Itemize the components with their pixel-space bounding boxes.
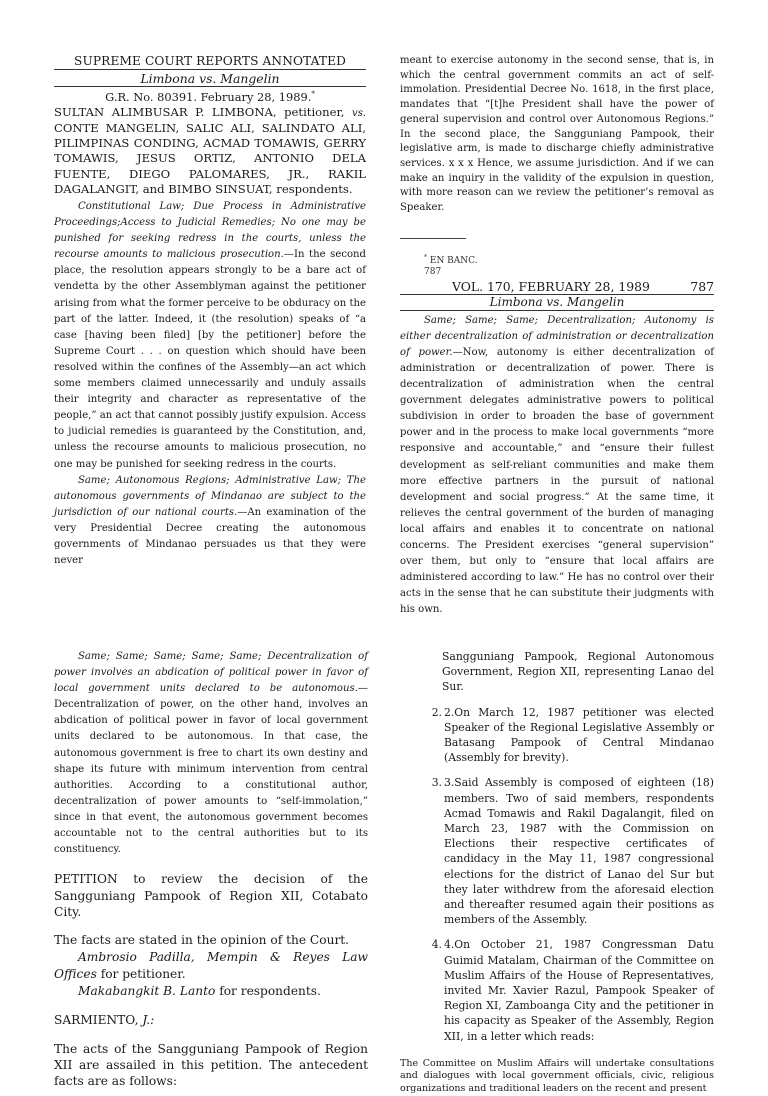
syllabus-body: —An examination of the very Presidential Decree creating the autonomous governments of Mindanao persuades us that they were never xyxy=(54,506,366,567)
gr-number: G.R. No. 80391. February 28, 1989.* xyxy=(105,89,315,104)
syllabus-head: Constitutional Law; Due Process in Administrative Proceedings;Access to Judicial Remedies; No one may be punished for seeking redress in the courts, unless the recourse amounts to malicious prosecution. xyxy=(54,201,366,261)
list-item xyxy=(400,937,714,1043)
petition-text: PETITION to review the decision of the Sangguniang Pampook of Region XII, Cotabato City. xyxy=(54,872,368,920)
respondent-parties: CONTE MANGELIN, SALIC ALI, SALINDATO ALI, PILIMPINAS CONDING, ACMAD TOMAWIS, GERRY TOMAWIS, JESUS ORTIZ, ANTONIO DELA FUENTE, DIEGO PALOMARES, JR., RAKIL DAGALANGIT, and BIMBO SINSUAT, respondents. xyxy=(54,121,366,196)
syllabus-paragraph-1 xyxy=(54,199,366,473)
syllabus-body: —In the second place, the resolution appears strongly to be a bare act of vendetta by the other Assemblyman against the petitioner arising from what the former perceive to be obduracy on the part of the latter. Indeed, it (the resolution) speaks of “a case [having been filed] [by the petitioner] before the Supreme Court . . . on question which should have been resolved within the confines of the Assembly—an act which some members claimed unnecessarily and unduly assails their integrity and character as representative of the people,” an act that cannot possibly justify expulsion. Access to judicial remedies is guaranteed by the Constitution, and, unless the recourse amounts to malicious prosecution, no one may be punished for seeking redress in the courts. xyxy=(54,249,367,470)
continued-paragraph: meant to exercise autonomy in the second sense, that is, in which the central government commits an act of self-immolation. Presidential Decree No. 1618, in the first place, mandates that “[t]he President shall have the power of general supervision and control over Autonomous Regions.” In the second place, the Sangguniang Pampook, their legislative arm, is made to discharge chiefly administrative services. x x x Hence, we assume jurisdiction. And if we can make an inquiry in the validity of the expulsion in question, with more reason can we review the petitioner’s removal as Speaker. xyxy=(400,55,714,214)
footnote-page-number: 787 xyxy=(424,266,442,277)
list-text: 3.Said Assembly is composed of eighteen (18) members. Two of said members, respondents Acmad Tomawis and Rakil Dagalangit, filed on March 23, 1987 with the Commission on Elections their respective certificates of candidacy in the May 11, 1987 congressional elections for the district of Lanao del Sur but they later withdrew from the aforesaid election and thereafter resumed again their positions as members of the Assembly. xyxy=(444,776,714,927)
petitioner-parties: SULTAN ALIMBUSAR P. LIMBONA, petitioner, xyxy=(54,104,345,119)
ponente: SARMIENTO, J.: xyxy=(54,1012,155,1027)
list-number: 4. xyxy=(431,938,442,952)
case-name: Limbona vs. Mangelin xyxy=(140,71,280,86)
footnote-rule xyxy=(400,238,466,239)
parties xyxy=(54,105,366,197)
top-left-column xyxy=(54,54,366,569)
list-continuation: Sangguniang Pampook, Regional Autonomous Government, Region XII, representing Lanao del Sur. xyxy=(442,650,714,694)
syllabus-head: Same; Same; Same; Same; Same; Decentralization of power involves an abdication of political power in favor of local government units declared to be autonomous. xyxy=(54,651,368,695)
petitioner-counsel: Ambrosio Padilla, Mempin & Reyes Law Offices for petitioner. xyxy=(54,950,368,982)
list-item xyxy=(400,705,714,766)
syllabus-head: Same; Same; Same; Decentralization; Autonomy is either decentralization of administration or decentralization of power. xyxy=(400,314,714,358)
opening-paragraph: The acts of the Sangguniang Pampook of Region XII are assailed in this petition. The antecedent facts are as follows: xyxy=(54,1041,368,1089)
block-quote: The Committee on Muslim Affairs will undertake consultations and dialogues with local government officials, civic, religious organizations and traditional leaders on the recent and present xyxy=(400,1057,714,1095)
top-right-column xyxy=(400,54,714,619)
versus: vs. xyxy=(352,107,367,119)
bottom-right-column xyxy=(400,649,714,1096)
page-number: 787 xyxy=(690,278,714,294)
facts-text: The facts are stated in the opinion of the Court. xyxy=(54,933,350,948)
list-number: 2. xyxy=(431,705,442,719)
syllabus-body: —Now, autonomy is either decentralization of administration or decentralization of power. There is decentralization of administration when the central government delegates administrative powers to political subdivision in order to broaden the base of government power and in the process to make local governments “more responsive and accountable,” and “ensure their fullest development as self-reliant communities and make them more effective partners in the pursuit of national development and social progress.” At the same time, it relieves the central government of the burden of managing local affairs and enables it to concentrate on national concerns. The President exercises “general supervision” over them, but only to “ensure that local affairs are administered according to law.” He has no control over their acts in the sense that he can substitute their judgments with his own. xyxy=(400,346,715,616)
list-text: 2.On March 12, 1987 petitioner was elected Speaker of the Regional Legislative Assembly or Batasang Pampook of Central Mindanao (Assembly for brevity). xyxy=(444,705,714,765)
bottom-left-column xyxy=(54,649,368,1089)
footnote: * EN BANC. xyxy=(424,253,478,266)
syllabus-paragraph-4 xyxy=(54,649,368,858)
list-text: 4.On October 21, 1987 Congressman Datu Guimid Matalam, Chairman of the Committee on Muslim Affairs of the House of Representatives, invited Mr. Xavier Razul, Pampook Speaker of Region XI, Zamboanga City and the petitioner in his capacity as Speaker of the Assembly, Region XII, in a letter which reads: xyxy=(444,938,714,1043)
respondent-counsel: Makabangkit B. Lanto for respondents. xyxy=(78,983,321,998)
list-number: 3. xyxy=(431,776,442,790)
syllabus-body: —Decentralization of power, on the other hand, involves an abdication of political power in favor of local government units declared to be autonomous. In that case, the autonomous government is free to chart its own destiny and shape its future with minimum intervention from central authorities. According to a constitutional author, decentralization of power amounts to “self-immolation,” since in that event, the autonomous government becomes accountable not to the central authorities but to its constituency. xyxy=(54,683,368,856)
header-rule-4 xyxy=(400,310,714,311)
syllabus-head: Same; Autonomous Regions; Administrative Law; The autonomous governments of Mindanao are subject to the jurisdiction of our national courts. xyxy=(54,474,366,518)
syllabus-paragraph-2 xyxy=(54,473,366,570)
report-title: SUPREME COURT REPORTS ANNOTATED xyxy=(74,54,346,68)
header-rule xyxy=(54,69,366,70)
volume-line: VOL. 170, FEBRUARY 28, 1989 xyxy=(452,278,650,294)
volume-header xyxy=(400,279,714,294)
list-item xyxy=(400,775,714,927)
case-name-2: Limbona vs. Mangelin xyxy=(489,294,625,309)
syllabus-paragraph-3 xyxy=(400,313,714,619)
